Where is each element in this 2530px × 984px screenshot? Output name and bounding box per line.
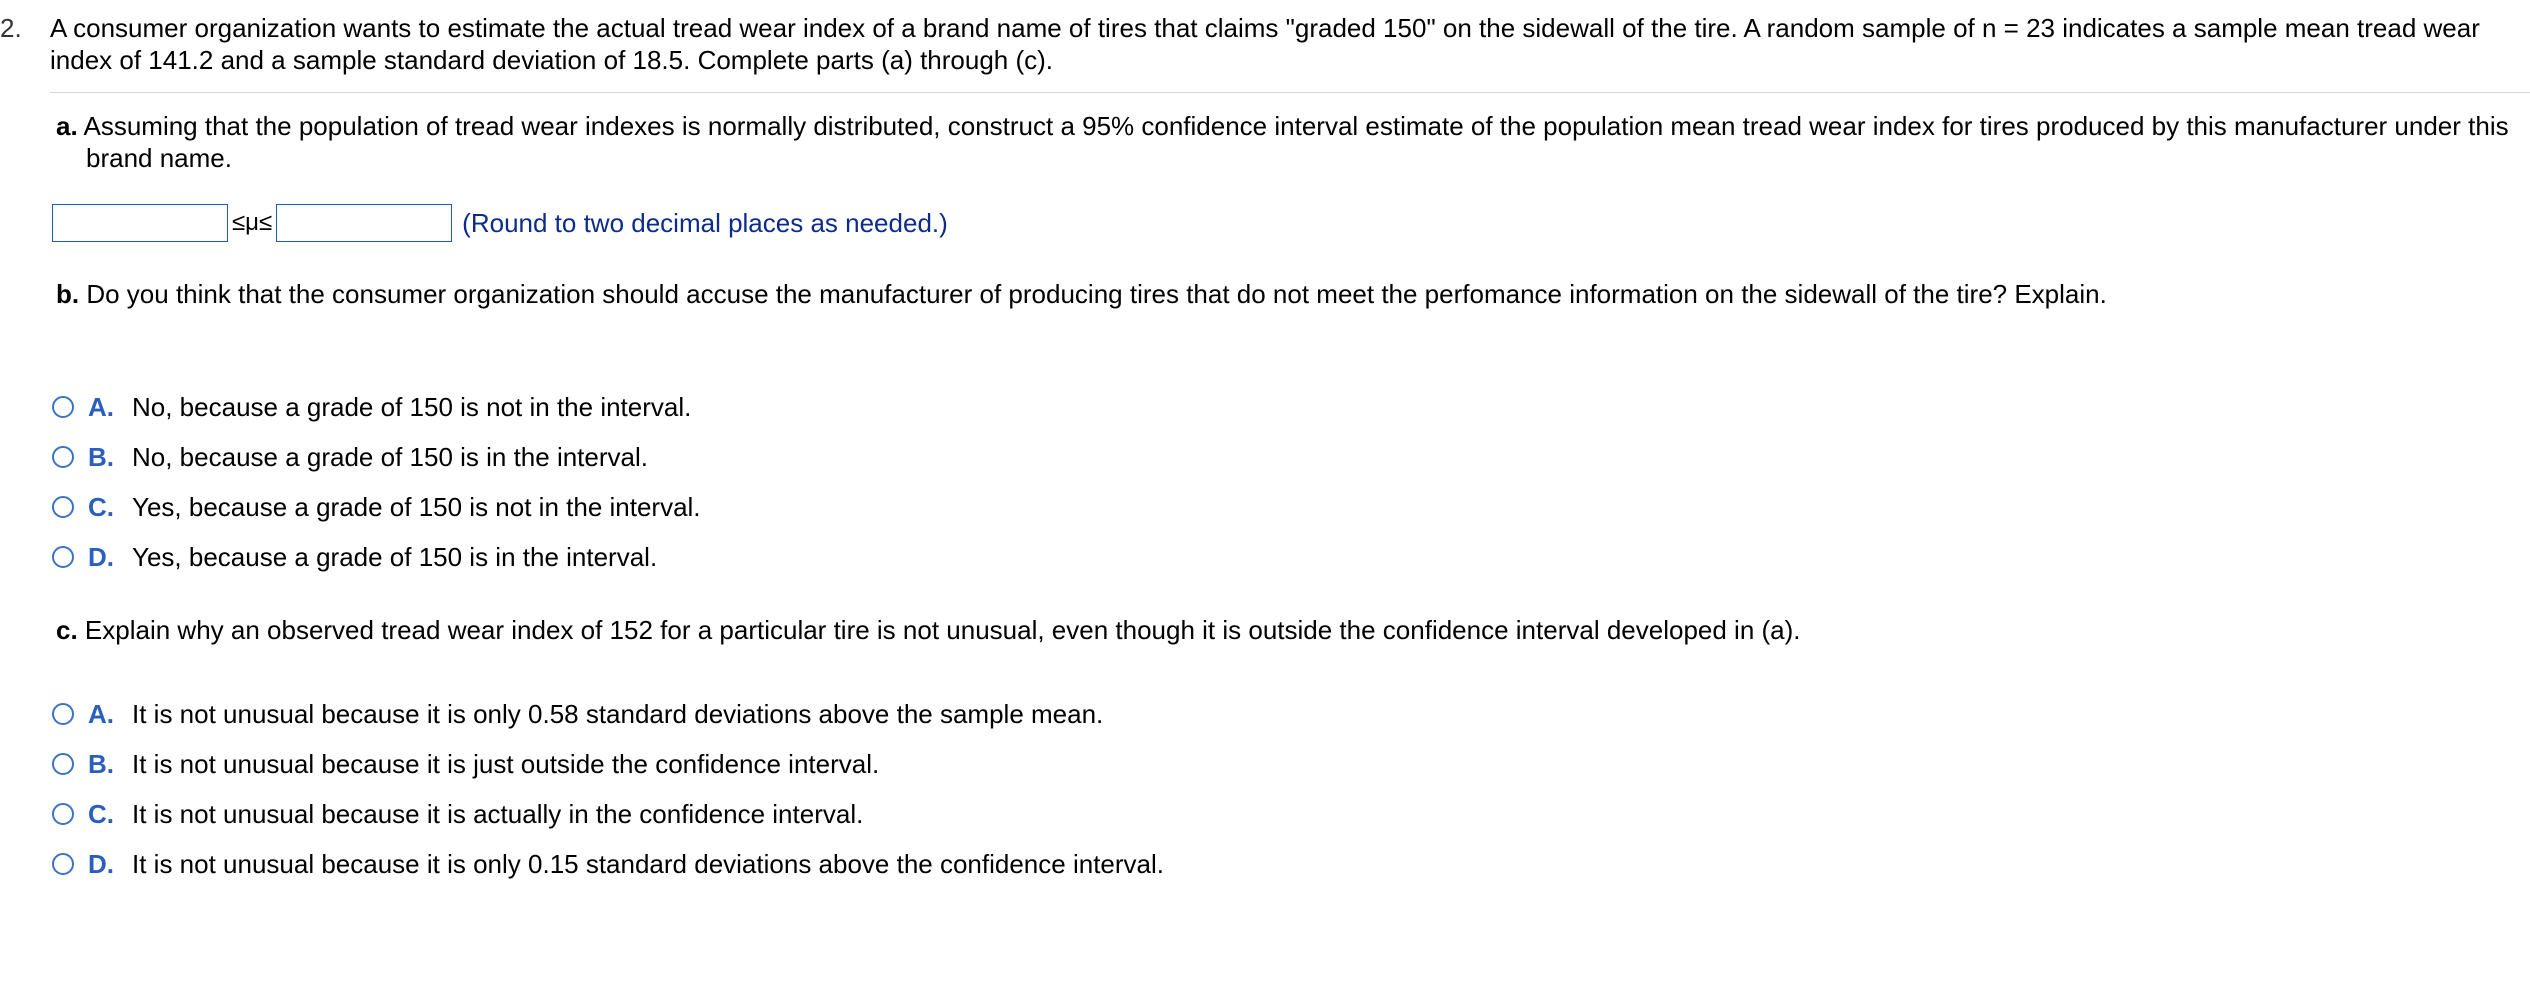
question-number: 2. — [0, 13, 22, 43]
option-text: It is not unusual because it is only 0.15 standard deviations above the confidence interval. — [132, 848, 1164, 879]
part-b-options — [52, 382, 701, 582]
part-b-option-a[interactable] — [52, 382, 701, 432]
part-a-prompt — [56, 110, 2516, 174]
option-letter: D. — [88, 848, 114, 879]
option-letter: C. — [88, 798, 114, 829]
part-b-option-b[interactable] — [52, 432, 701, 482]
rounding-hint: (Round to two decimal places as needed.) — [462, 207, 948, 238]
part-c-prompt — [56, 614, 1801, 646]
radio-button[interactable] — [52, 853, 74, 875]
part-c-option-b[interactable] — [52, 739, 1164, 789]
part-b-option-c[interactable] — [52, 482, 701, 532]
part-c-label: c. — [56, 615, 78, 645]
option-text: No, because a grade of 150 is in the interval. — [132, 441, 648, 472]
part-c-text: Explain why an observed tread wear index of 152 for a particular tire is not unusual, even though it is outside the confidence interval developed in (a). — [84, 615, 1801, 645]
confidence-interval-answer — [52, 203, 948, 243]
part-c-option-d[interactable] — [52, 839, 1164, 889]
option-text: No, because a grade of 150 is not in the interval. — [132, 391, 692, 422]
option-letter: D. — [88, 541, 114, 572]
divider — [50, 92, 2530, 93]
part-c-option-c[interactable] — [52, 789, 1164, 839]
upper-bound-input[interactable] — [276, 204, 452, 242]
inequality-symbols: ≤μ≤ — [232, 209, 273, 236]
option-letter: C. — [88, 491, 114, 522]
option-text: Yes, because a grade of 150 is not in the interval. — [132, 491, 701, 522]
option-letter: A. — [88, 698, 114, 729]
radio-button[interactable] — [52, 446, 74, 468]
option-letter: B. — [88, 748, 114, 779]
option-text: It is not unusual because it is only 0.58 standard deviations above the sample mean. — [132, 698, 1104, 729]
option-letter: A. — [88, 391, 114, 422]
part-b-text: Do you think that the consumer organization should accuse the manufacturer of producing tires that do not meet the perfomance information on the sidewall of the tire? Explain. — [86, 279, 2107, 309]
radio-button[interactable] — [52, 803, 74, 825]
part-c-options — [52, 689, 1164, 889]
part-b-prompt — [56, 278, 2107, 310]
radio-button[interactable] — [52, 396, 74, 418]
question-stem: A consumer organization wants to estimate the actual tread wear index of a brand name of tires that claims "graded 150" on the sidewall of the tire. A random sample of n = 23 indicates a sample mean tread wear index of 141.2 and a sample standard deviation of 18.5. Complete parts (a) through (c). — [50, 13, 2480, 75]
part-b-option-d[interactable] — [52, 532, 701, 582]
radio-button[interactable] — [52, 546, 74, 568]
part-b-label: b. — [56, 279, 80, 309]
option-text: It is not unusual because it is actually in the confidence interval. — [132, 798, 864, 829]
radio-button[interactable] — [52, 753, 74, 775]
radio-button[interactable] — [52, 496, 74, 518]
option-letter: B. — [88, 441, 114, 472]
part-a-label: a. — [56, 111, 78, 141]
part-a-text: Assuming that the population of tread wear indexes is normally distributed, construct a 95% confidence interval estimate of the population mean tread wear index for tires produced by this manufacturer under this brand name. — [83, 111, 2509, 173]
radio-button[interactable] — [52, 703, 74, 725]
part-c-option-a[interactable] — [52, 689, 1164, 739]
option-text: Yes, because a grade of 150 is in the interval. — [132, 541, 658, 572]
option-text: It is not unusual because it is just outside the confidence interval. — [132, 748, 880, 779]
lower-bound-input[interactable] — [52, 204, 228, 242]
